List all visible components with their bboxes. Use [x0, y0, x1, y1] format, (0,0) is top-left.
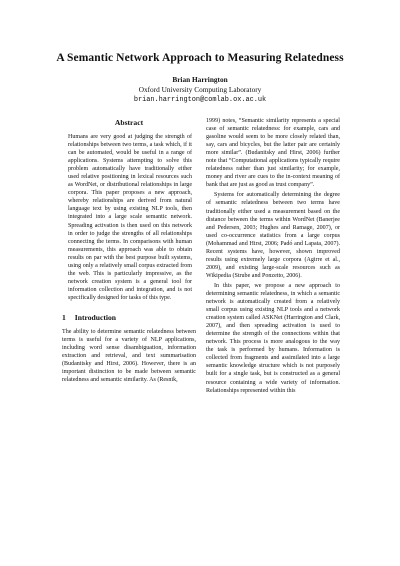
section-heading [62, 313, 196, 322]
abstract-text: Humans are very good at judging the strength of relationships between two terms, a task which, if it can be automated, would be useful in a range of applications. Systems attempting to solve this problem automatically have traditionally either used relative positioning in lexical resources such as WordNet, or distributional relationships in large corpora. This paper proposes a new approach, whereby relationships are derived from natural language text by using existing NLP tools, then integrated into a large scale semantic network. Spreading activation is then used on this network in order to judge the strengths of all relationships connecting the terms. In comparisons with human measurements, this approach was able to obtain results on par with the best purpose built systems, using only a relatively small corpus extracted from the web. This is particularly impressive, as the network creation system is a general tool for information collection and integration, and is not specifically designed for tasks of this type. [68, 134, 192, 301]
author-email: brian.harrington@comlab.ox.ac.uk [133, 96, 267, 104]
right-column [206, 117, 340, 395]
left-column [62, 118, 196, 384]
abstract-heading: Abstract [114, 118, 144, 127]
author-affiliation: Oxford University Computing Laboratory [138, 85, 262, 94]
author-block [0, 75, 400, 105]
section-title: Introduction [74, 312, 117, 322]
paper-title: A Semantic Network Approach to Measuring Relatedness [56, 52, 344, 64]
body-paragraph-1: 1999) notes, “Semantic similarity represents a special case of semantic relatedness: for example, cars and gasoline would seem to be more closely related than, say, cars and bicycles, but the latter pair are certainly more similar”. (Budanitsky and Hirst, 2006) further note that “Computational applications typically require relatedness rather than just similarity; for example, money and river are cues to the in-context meaning of bank that are just as good as trust company”. [206, 118, 340, 189]
body-paragraph-3: In this paper, we propose a new approach to determining semantic relatedness, in which a semantic network is automatically created from a relatively small corpus using existing NLP tools and a network creation system called ASKNet (Harrington and Clark, 2007), and then spreading activation is used to determine the strength of the connections within that network. This process is more analogous to the way the task is performed by humans. Information is collected from fragments and assimilated into a large semantic knowledge structure which is not purposely built for a single task, but is constructed as a general resource containing a wide variety of information. Relationships represented within this [206, 282, 340, 394]
body-paragraph-2: Systems for automatically determining the degree of semantic relatedness between two terms have traditionally either used a measurement based on the distance between the terms within WordNet (Banerjee and Pedersen, 2003; Hughes and Ramage, 2007), or used co-occurrence statistics from a large corpus (Mohammad and Hirst, 2006; Padó and Lapata, 2007). Recent systems have, however, shown improved results using extremely large corpora (Agirre et al., 2009), and existing large-scale resources such as Wikipedia (Strube and Ponzetto, 2006). [206, 192, 340, 279]
intro-paragraph: The ability to determine semantic relatedness between terms is useful for a variety of NLP applications, including word sense disambiguation, information extraction and retrieval, and text summarisation (Budanitsky and Hirst, 2006). However, there is an important distinction to be made between semantic relatedness and semantic similarity. As (Resnik, [62, 328, 196, 384]
author-name: Brian Harrington [172, 75, 228, 84]
section-number: 1 [62, 312, 66, 322]
